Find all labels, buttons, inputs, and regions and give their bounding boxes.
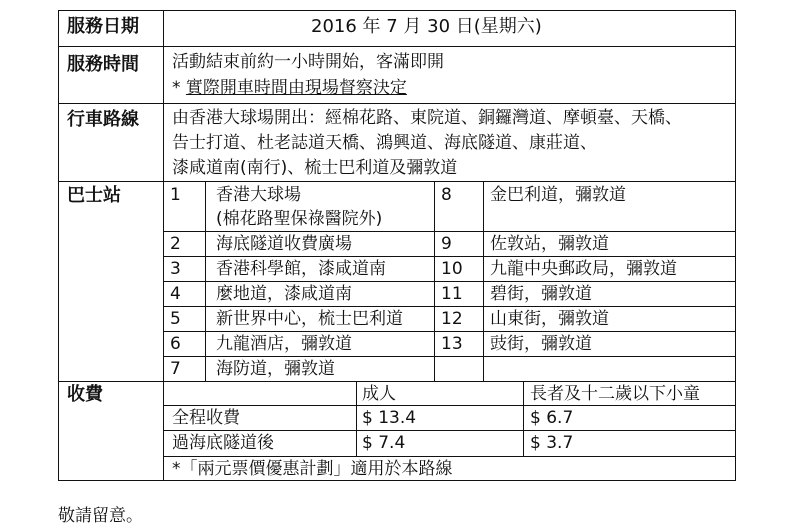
fare-row-label: 過海底隧道後 <box>172 433 274 453</box>
route-line: 由香港大球場開出：經棉花路、東院道、銅鑼灣道、摩頓臺、天橋、 <box>172 108 682 128</box>
service-time-label: 服務時間 <box>67 54 139 75</box>
table-border-right <box>735 10 736 480</box>
fare-scheme-note: *「兩元票價優惠計劃」適用於本路線 <box>172 459 453 479</box>
table-border-left <box>58 10 59 480</box>
route-line: 漆咸道南(南行)、梳士巴利道及彌敦道 <box>172 158 458 178</box>
stop-name: 山東街，彌敦道 <box>490 309 609 329</box>
note-asterisk: * <box>172 78 186 98</box>
stop-number: 10 <box>441 259 463 279</box>
route-line: 告士打道、杜老誌道天橋、鴻興道、海底隧道、康莊道、 <box>172 133 597 153</box>
row-divider-stops <box>58 381 736 382</box>
footer-note: 敬請留意。 <box>58 506 143 526</box>
row-divider-route <box>58 181 736 182</box>
stop-number: 4 <box>170 284 181 304</box>
stop-row-line <box>163 256 736 257</box>
row-divider-date <box>58 46 736 47</box>
fare-child-value: $ 3.7 <box>530 433 574 453</box>
fare-row-label: 全程收費 <box>172 408 240 428</box>
label-column-divider <box>163 10 164 480</box>
table-border-bottom <box>58 480 736 481</box>
route-label: 行車路線 <box>67 109 139 130</box>
stop-number: 2 <box>170 234 181 254</box>
stop-name: 九龍酒店，彌敦道 <box>216 334 352 354</box>
stop-name: 海底隧道收費廣場 <box>216 234 352 254</box>
fare-row-line <box>163 456 736 457</box>
fare-column-divider-2 <box>523 381 524 456</box>
fare-row-line <box>163 430 736 431</box>
stop-row-line <box>163 231 736 232</box>
service-time-text: 活動結束前約一小時開始，客滿即開 <box>172 52 444 72</box>
stop-number: 1 <box>170 185 181 205</box>
stop-row-line <box>163 306 736 307</box>
stop-number: 5 <box>170 309 181 329</box>
stop-name-detail: (棉花路聖保祿醫院外) <box>216 209 383 229</box>
fare-adult-value: $ 7.4 <box>362 433 406 453</box>
stop-name: 豉街，彌敦道 <box>490 334 592 354</box>
stop-name: 香港科學館，漆咸道南 <box>216 259 386 279</box>
fare-child-value: $ 6.7 <box>530 408 574 428</box>
stop-name: 新世界中心，梳士巴利道 <box>216 309 403 329</box>
stop-name: 九龍中央郵政局，彌敦道 <box>490 259 677 279</box>
stop-name: 香港大球場 <box>216 185 301 205</box>
stop-number: 13 <box>441 334 463 354</box>
stop-number: 7 <box>170 359 181 379</box>
stop-name: 麼地道，漆咸道南 <box>216 284 352 304</box>
stop-name: 佐敦站，彌敦道 <box>490 234 609 254</box>
fare-adult-value: $ 13.4 <box>362 408 417 428</box>
stop-number: 12 <box>441 309 463 329</box>
fare-header-child: 長者及十二歲以下小童 <box>530 384 700 404</box>
stop-name: 碧街，彌敦道 <box>490 284 592 304</box>
service-time-note-text: 實際開車時間由現場督察決定 <box>185 78 407 98</box>
service-date-value: 2016 年 7 月 30 日(星期六) <box>311 16 542 37</box>
stop-number: 11 <box>441 284 463 304</box>
service-time-note <box>172 78 407 98</box>
stop-number: 8 <box>441 185 452 205</box>
fare-row-line <box>163 405 736 406</box>
stop-number: 3 <box>170 259 181 279</box>
stop-name: 海防道，彌敦道 <box>216 359 335 379</box>
fare-column-divider-1 <box>356 381 357 456</box>
fares-label: 收費 <box>67 384 103 405</box>
stop-name: 金巴利道，彌敦道 <box>490 185 626 205</box>
stop-number: 9 <box>441 234 452 254</box>
fare-header-adult: 成人 <box>362 384 396 404</box>
stop-number: 6 <box>170 334 181 354</box>
stop-row-line <box>163 356 736 357</box>
row-divider-time <box>58 103 736 104</box>
stop-row-line <box>163 331 736 332</box>
bus-stops-label: 巴士站 <box>67 185 121 206</box>
stop-row-line <box>163 281 736 282</box>
service-date-label: 服務日期 <box>67 16 139 37</box>
table-border-top <box>58 10 736 11</box>
